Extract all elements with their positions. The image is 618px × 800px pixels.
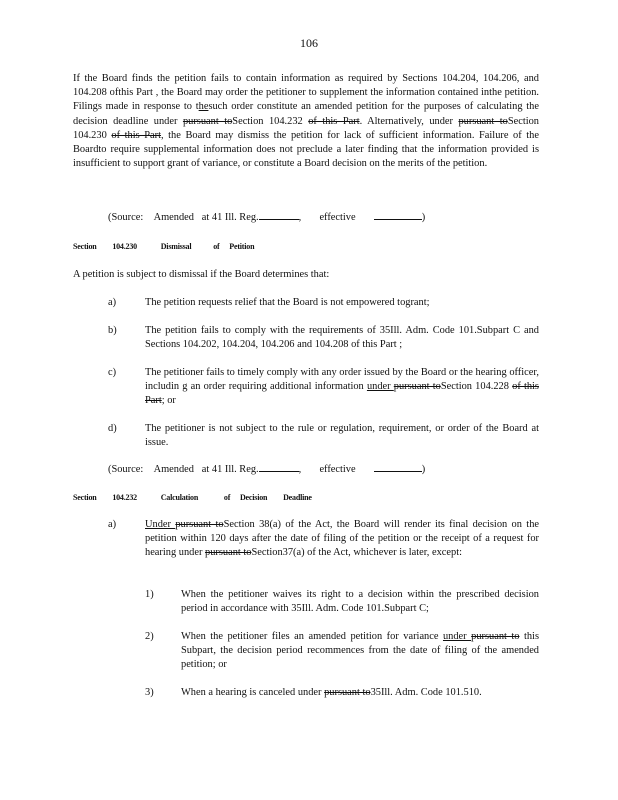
source-reg: at 41 Ill. Reg. — [201, 212, 259, 223]
section-title: Dismissal — [160, 242, 192, 251]
section-title: Petition — [229, 242, 255, 251]
section-number: 104.232 — [112, 493, 137, 502]
blank-line — [259, 219, 299, 220]
inserted-text: under — [442, 631, 472, 642]
text-run: Section 104.228 — [440, 381, 513, 393]
source-label: (Source: — [108, 212, 144, 223]
source-effective: effective — [319, 464, 356, 475]
deleted-text: of this Part — [111, 129, 161, 141]
deleted-text: pursuant to — [393, 381, 441, 393]
item-label: c) — [108, 367, 117, 378]
section-title: Calculation — [160, 493, 199, 502]
section-title: of — [223, 493, 231, 502]
sub-item-label: 3) — [145, 687, 154, 698]
blank-line — [259, 471, 299, 472]
deleted-text: pursuant to — [205, 547, 252, 559]
sub-item-text — [181, 630, 539, 673]
item-label: d) — [108, 423, 117, 434]
item-text — [145, 518, 539, 561]
blank-line — [374, 471, 422, 472]
section-number: 104.230 — [112, 242, 137, 251]
source-note: (Source: Amended at 41 Ill. Reg. , effective ) — [108, 212, 426, 223]
text-run: ; or — [161, 395, 176, 407]
source-close: ) — [421, 464, 426, 475]
item-text — [145, 366, 539, 409]
item-text: The petitioner is not subject to the rule or regulation, requirement, or order of the Board at issue. — [145, 423, 539, 449]
section-title: of — [213, 242, 220, 251]
sub-item-label: 1) — [145, 589, 154, 600]
sub-item-text — [181, 686, 539, 700]
section-intro: A petition is subject to dismissal if the Board determines that: — [73, 269, 330, 280]
text-run: When a hearing is canceled under — [181, 687, 325, 698]
section-title: Deadline — [283, 493, 312, 502]
intro-paragraph — [73, 72, 539, 171]
deleted-text: pursuant to — [471, 631, 520, 642]
source-note: (Source: Amended at 41 Ill. Reg. , effective ) — [108, 464, 426, 475]
text-run: The petitioner fails to timely comply with any order issued by the Board or the hearing officer, includin g an order requiring additional information — [145, 367, 539, 393]
source-label: (Source: — [108, 464, 144, 475]
text-run: Section 104.232 — [232, 115, 309, 127]
sub-item-label: 2) — [145, 631, 154, 642]
text-run: such order constitute an amended petition for the purposes of calculating the decision deadline under — [73, 101, 539, 127]
deleted-text: of this Part — [145, 381, 539, 407]
text-run: If the Board finds the petition fails to contain information as required by Sections 104.204, 104.206, and 104.208 ofthis Part , the Board may order the petitioner to supplement the information contained inthe petition. Filings made in response to t — [73, 73, 539, 113]
source-reg: at 41 Ill. Reg. — [201, 464, 259, 475]
item-text: The petition requests relief that the Board is not empowered togrant; — [145, 297, 430, 308]
deleted-text: pursuant to — [324, 687, 371, 698]
inserted-text: he — [198, 101, 209, 113]
source-amended: Amended — [153, 464, 194, 475]
text-run: , the Board may dismiss the petition for lack of sufficient information. Failure of the Boardto require supplemental information does not preclude a later finding that the information provided is insufficient to support grant of variance, or constitute a Board decision on the merits of the petition. — [73, 129, 539, 170]
section-heading-104-232 — [73, 493, 312, 502]
section-word: Section — [73, 493, 97, 502]
text-run: Section37(a) of the Act, whichever is later, except: — [251, 547, 462, 559]
text-run: 35Ill. Adm. Code 101.510. — [370, 687, 482, 698]
inserted-text: under — [366, 381, 394, 393]
deleted-text: pursuant to — [458, 115, 508, 127]
sub-item-text: When the petitioner waives its right to a decision within the prescribed decision period in accordance with 35Ill. Adm. Code 101.Subpart C; — [181, 589, 539, 615]
text-run: . Alternatively, under — [359, 115, 459, 127]
deleted-text: of this Part — [308, 115, 360, 127]
text-run: When the petitioner files an amended petition for variance — [181, 631, 443, 642]
inserted-text: Under — [145, 519, 176, 530]
text-run: Section 38(a) of the Act, the Board will render its final decision on the petition within 120 days after the date of filing of the petition or the receipt of a request for hearing under — [145, 519, 539, 559]
item-text: The petition fails to comply with the requirements of 35Ill. Adm. Code 101.Subpart C and Sections 104.202, 104.204, 104.206 and 104.208 of this Part ; — [145, 325, 539, 351]
item-label: a) — [108, 297, 117, 308]
section-word: Section — [73, 242, 97, 251]
text-run: this Subpart, the decision period recommences from the date of filing of the amended petition; or — [181, 631, 539, 671]
item-label: b) — [108, 325, 117, 336]
blank-line — [374, 219, 422, 220]
deleted-text: pursuant to — [182, 115, 233, 127]
section-heading-104-230 — [73, 242, 254, 251]
section-title: Decision — [239, 493, 268, 502]
item-label: a) — [108, 519, 117, 530]
source-amended: Amended — [153, 212, 194, 223]
source-effective: effective — [319, 212, 356, 223]
deleted-text: pursuant to — [175, 519, 224, 530]
page-number: 106 — [300, 36, 318, 50]
text-run: Section 104.230 — [73, 115, 539, 141]
source-close: ) — [421, 212, 426, 223]
